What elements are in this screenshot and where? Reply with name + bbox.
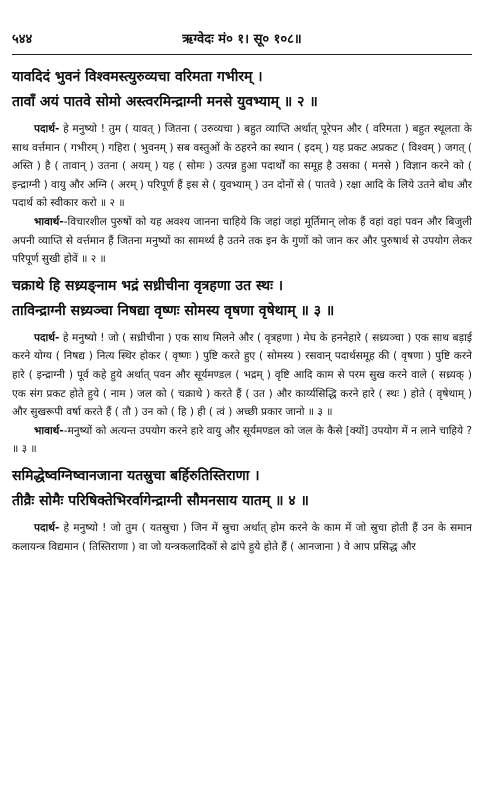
mantra-line: चक्राथे हि सध्र्यङ्नाम भद्रं सध्रीचीना वृत्रहणा उत स्थः । [12, 277, 284, 294]
padartha-label: पदार्थ- [34, 331, 60, 344]
bhavartha-text: -मनुष्यों को अत्यन्त उपयोग करने हारे वायु और सूर्यमण्डल को जल के कैसे [क्यों] उपयोग में न लाने चाहिये ? ॥ ३ ॥ [12, 424, 472, 456]
page-header [12, 28, 472, 48]
padartha-text: हे मनुष्यो ! जो तुम ( यतस्रुचा ) जिन में स्रुचा अर्थात् होम करने के काम में जो स्रुचा होती हैं उन के समान कलायन्त्र विद्यमान ( तिस्तिराणा ) वा जो यन्त्रकलादिकों से ढांपे हुये होते हैं ( आनजाना ) वे आप प्रसिद्ध और [12, 521, 472, 553]
header-rule [12, 54, 472, 55]
bhavartha-paragraph [12, 213, 472, 269]
running-title: ऋग्वेदः मं० १। सू० १०८॥ [182, 32, 302, 47]
page-number: ५४४ [12, 32, 33, 47]
padartha-paragraph [12, 120, 472, 213]
mantra-line: तावाँ अयं पातवे सोमो अस्त्वरमिन्द्राग्नी मनसे युवभ्याम् ॥ २ ॥ [12, 94, 318, 110]
bhavartha-label: भावार्थ- [34, 424, 64, 437]
mantra-line: तीव्रैः सोमैः परिषिक्तेभिरर्वागेन्द्राग्नी सौमनसाय यातम् ॥ ४ ॥ [12, 492, 309, 509]
bhavartha-text: -विचारशील पुरुषों को यह अवश्य जानना चाहिये कि जहां जहां मूर्तिमान् लोक हैं वहां वहां पवन और बिजुली अपनी व्याप्ति से वर्त्तमान हैं जितना मनुष्यों का सामर्थ्य है उतने तक इन के गुणों को जान कर और पुरुषार्थ से उपयोग लेकर परिपूर्ण सुखी होवें ॥ २ ॥ [12, 215, 472, 266]
padartha-label: पदार्थ- [34, 123, 60, 135]
mantra-line: समिद्धेष्वग्निष्वानजाना यतस्रुचा बर्हिरुतिस्तिराणा । [12, 467, 260, 484]
padartha-text: हे मनुष्यो ! जो ( सध्रीचीना ) एक साथ मिलने और ( वृत्रहणा ) मेघ के हननेहारे ( सध्र्यञ्चा ) एक साथ बड़ाई करने योग्य ( निषद्य ) नित्य स्थिर होकर ( वृष्णः ) पुष्टि करते हुए ( सोमस्य ) रसवान् पदार्थसमूह की ( वृषणा ) पुष्टि करने हारे ( इन्द्राग्नी ) पूर्व कहे हुये अर्थात् पवन और सूर्यमण्डल ( भद्रम् ) वृष्टि आदि काम से परम सुख करने वाले ( सध्र्यक् ) एक संग प्रकट होते हुये ( नाम ) जल को ( चक्राथे ) करते हैं ( उत ) और कार्य्यसिद्धि करने हारे ( स्थः ) होते ( वृषेथाम् ) और सुखरूपी वर्षा करते हैं ( तौ ) उन को ( हि ) ही ( त्वं ) अच्छी प्रकार जानो ॥ ३ ॥ [12, 331, 472, 419]
padartha-text: हे मनुष्यो ! तुम ( यावत् ) जितना ( उरुव्यचा ) बहुत व्याप्ति अर्थात् पूरेपन और ( वरिमता ) बहुत स्थूलता के साथ वर्त्तमान ( गभीरम् ) गहिरा ( भुवनम् ) सब वस्तुओं के ठहरने का स्थान ( इदम् ) यह प्रकट अप्रकट ( विश्वम् ) जगत् ( अस्ति ) है ( तावान् ) उतना ( अयम् ) यह ( सोमः ) उत्पन्न हुआ पदार्थों का समूह है उसका ( मनसे ) विज्ञान करने को ( इन्द्राग्नी ) वायु और अग्नि ( अरम् ) परिपूर्ण हैं इस से ( युवभ्याम् ) उन दोनों से ( पातवे ) रक्षा आदि के लिये उतने बोध और पदार्थ को स्वीकार करो ॥ २ ॥ [12, 123, 472, 210]
mantra-line: यावदिदं भुवनं विश्वमस्त्युरुव्यचा वरिमता गभीरम् । [12, 69, 263, 85]
padartha-paragraph [12, 519, 472, 556]
page-content [12, 66, 472, 556]
bhavartha-label: भावार्थ- [34, 215, 64, 228]
bhavartha-paragraph [12, 422, 472, 459]
padartha-paragraph [12, 329, 472, 422]
padartha-label: पदार्थ- [34, 521, 60, 534]
mantra-line: ताविन्द्राग्नी सध्र्यञ्चा निषद्या वृष्णः सोमस्य वृषणा वृषेथाम् ॥ ३ ॥ [12, 302, 335, 319]
